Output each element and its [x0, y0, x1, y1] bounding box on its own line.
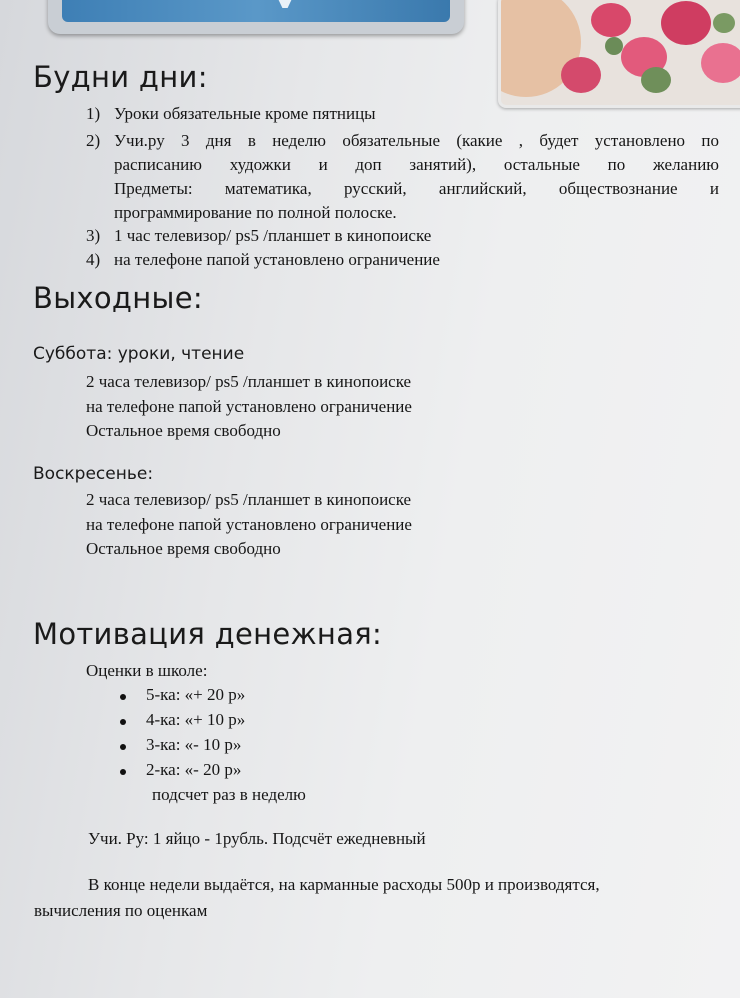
grade-item: 5-ка: «+ 20 р» [146, 685, 246, 704]
weekdays-item-text: программирование по полной полоске. [114, 203, 397, 222]
weekdays-item-text: Учи.ру 3 дня в неделю обязательные (какие , будет установлено по [114, 131, 719, 150]
bullet-icon [120, 769, 126, 775]
grades-heading: Оценки в школе: [86, 661, 208, 680]
sunday-heading: Воскресенье: [33, 464, 154, 484]
motivation-title: Мотивация денежная: [33, 617, 383, 651]
photo-leaf [641, 67, 671, 93]
photo-leaf [605, 37, 623, 55]
sunday-line: на телефоне папой установлено ограничение [86, 515, 412, 534]
photo-frame [48, 0, 464, 34]
weekdays-item-number: 2) [86, 131, 101, 150]
photo-leaf [713, 13, 735, 33]
photo-flower [661, 1, 711, 45]
weekend-title: Выходные: [33, 281, 203, 315]
weekdays-item-number: 1) [86, 104, 101, 123]
weekdays-item-number: 3) [86, 226, 101, 245]
grade-item: 2-ка: «- 20 р» [146, 760, 242, 779]
weekdays-item-text: расписанию художки и доп занятий), остальные по желанию [114, 155, 719, 174]
weekdays-item-number: 4) [86, 250, 101, 269]
photo-flower [591, 3, 631, 37]
end-week-line: вычисления по оценкам [34, 901, 208, 920]
saturday-line: 2 часа телевизор/ ps5 /планшет в кинопоиске [86, 372, 412, 391]
bullet-icon [120, 744, 126, 750]
grade-item: 3-ка: «- 10 р» [146, 735, 242, 754]
saturday-heading: Суббота: уроки, чтение [33, 344, 245, 364]
photo-flower [561, 57, 601, 93]
weekdays-item-text: Предметы: математика, русский, английский, обществознание и [114, 179, 719, 198]
count-note: подсчет раз в неделю [152, 785, 306, 804]
sunday-line: 2 часа телевизор/ ps5 /планшет в кинопоиске [86, 490, 412, 509]
frame-picture-figure [272, 0, 298, 8]
weekdays-item-text: на телефоне папой установлено ограничение [114, 250, 440, 269]
grade-item: 4-ка: «+ 10 р» [146, 710, 246, 729]
uchiru-rule: Учи. Ру: 1 яйцо - 1рубль. Подсчёт ежедневный [88, 829, 426, 848]
sunday-line: Остальное время свободно [86, 539, 281, 558]
saturday-line: Остальное время свободно [86, 421, 281, 440]
weekdays-title: Будни дни: [33, 60, 208, 94]
weekdays-item-text: Уроки обязательные кроме пятницы [114, 104, 376, 123]
bullet-icon [120, 694, 126, 700]
frame-picture [62, 0, 450, 22]
photo-flower [701, 43, 740, 83]
weekdays-item-text: 1 час телевизор/ ps5 /планшет в кинопоиске [114, 226, 432, 245]
saturday-line: на телефоне папой установлено ограничение [86, 397, 412, 416]
end-week-line: В конце недели выдаётся, на карманные расходы 500р и производятся, [88, 875, 600, 894]
bullet-icon [120, 719, 126, 725]
flower-photo [498, 0, 740, 108]
